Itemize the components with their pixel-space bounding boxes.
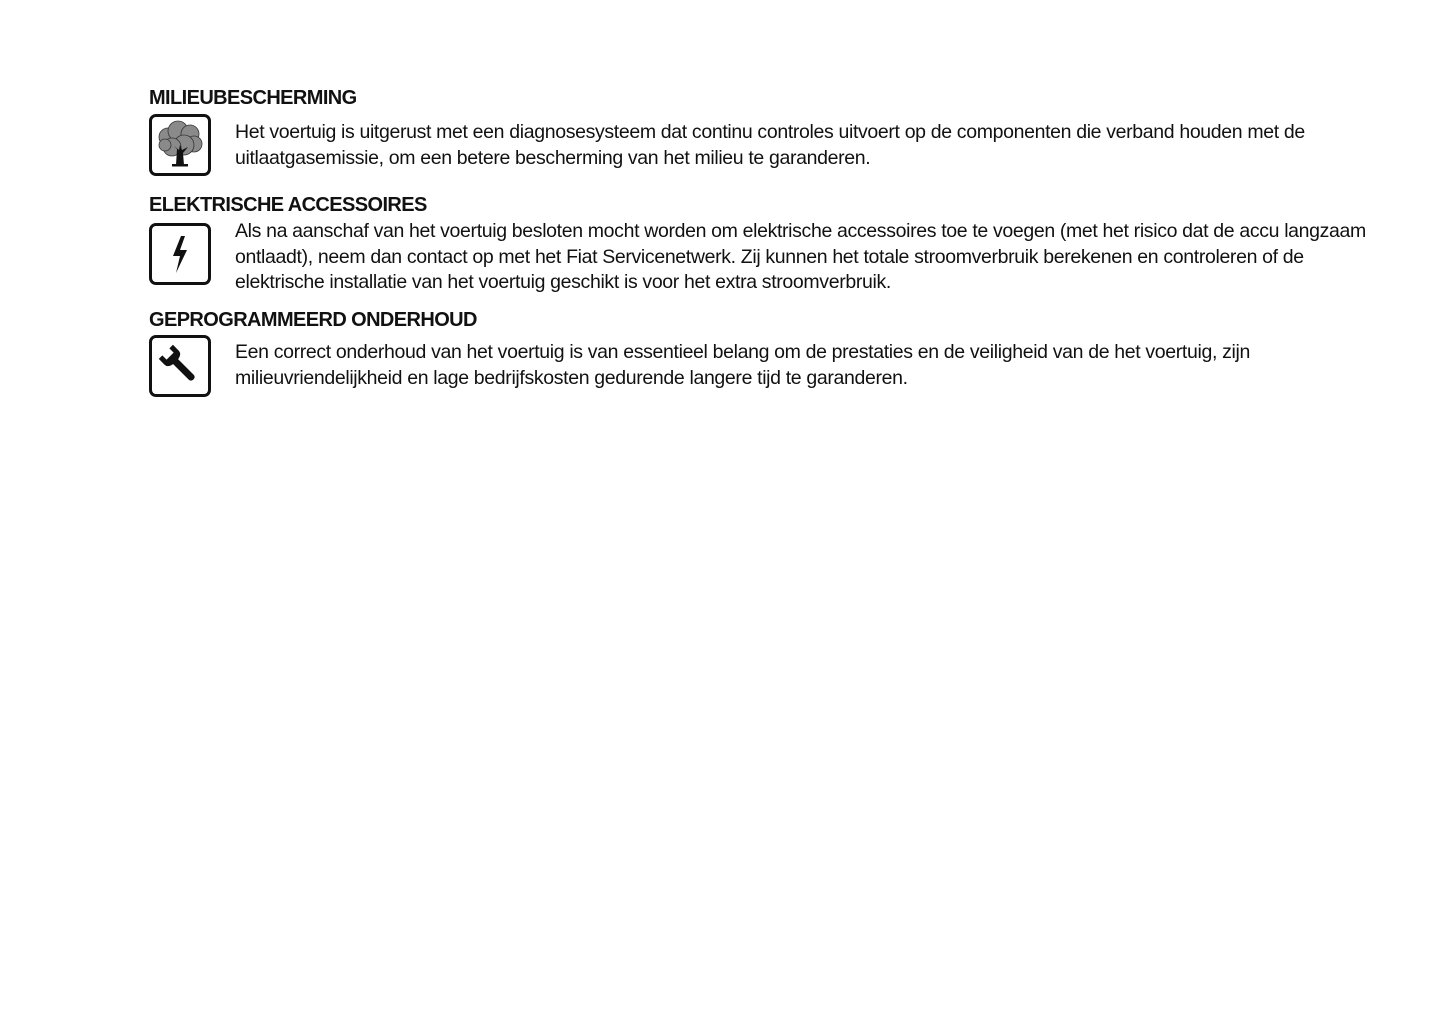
section-body [149, 114, 1389, 176]
section-elektrische-accessoires [149, 193, 1389, 296]
section-milieubescherming [149, 86, 1389, 176]
lightning-bolt-icon [149, 223, 211, 285]
tree-icon [149, 114, 211, 176]
wrench-icon [149, 335, 211, 397]
section-paragraph: Een correct onderhoud van het voertuig is van essentieel belang om de prestaties en de veiligheid van de het voertuig, zijn milieuvriendelijkheid en lage bedrijfskosten gedurende langere tijd te garanderen. [235, 341, 1250, 389]
section-paragraph: Als na aanschaf van het voertuig besloten mocht worden om elektrische accessoires toe te voegen (met het risico dat de accu langzaam ontlaadt), neem dan contact op met het Fiat Servicenetwerk. Zij kunnen het totale stroomverbruik berekenen en controleren of de elektrische installatie van het voertuig geschikt is voor het extra stroomverbruik. [235, 220, 1366, 293]
section-paragraph: Het voertuig is uitgerust met een diagnosesysteem dat continu controles uitvoert op de componenten die verband houden met de uitlaatgasemissie, om een betere bescherming van het milieu te garanderen. [235, 121, 1305, 169]
section-heading: GEPROGRAMMEERD ONDERHOUD [149, 309, 477, 331]
section-heading: ELEKTRISCHE ACCESSOIRES [149, 194, 427, 216]
section-geprogrammeerd-onderhoud [149, 308, 1389, 397]
section-heading: MILIEUBESCHERMING [149, 87, 357, 109]
section-body [149, 335, 1389, 397]
section-body [149, 220, 1389, 296]
